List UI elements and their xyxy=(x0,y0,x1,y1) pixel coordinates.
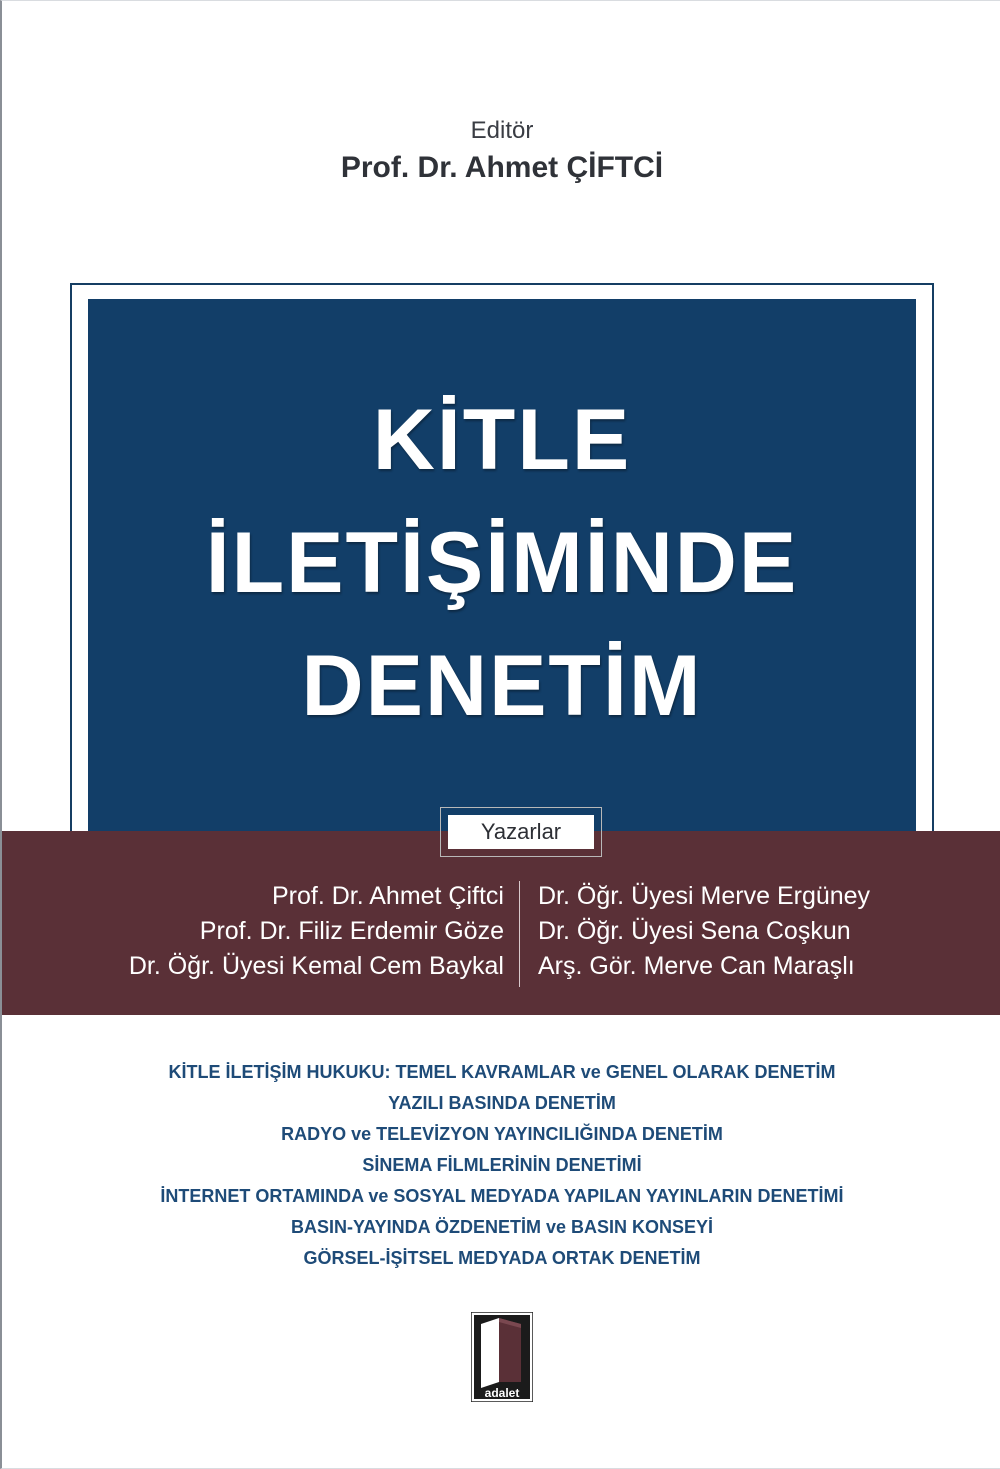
topic-item: SİNEMA FİLMLERİNİN DENETİMİ xyxy=(362,1155,642,1175)
topic-item: GÖRSEL-İŞİTSEL MEDYADA ORTAK DENETİM xyxy=(303,1248,701,1268)
topic-item: RADYO ve TELEVİZYON YAYINCILIĞINDA DENETİM xyxy=(281,1124,723,1144)
editor-name: Prof. Dr. Ahmet ÇİFTCİ xyxy=(340,151,664,184)
authors-label: Yazarlar xyxy=(448,815,594,849)
author-name: Dr. Öğr. Üyesi Merve Ergüney xyxy=(538,882,871,910)
authors-right-column xyxy=(538,879,978,984)
editor-label: Editör xyxy=(470,117,534,144)
author-name: Dr. Öğr. Üyesi Kemal Cem Baykal xyxy=(128,952,504,980)
topic-item: KİTLE İLETİŞİM HUKUKU: TEMEL KAVRAMLAR ve GENEL OLARAK DENETİM xyxy=(168,1062,836,1082)
author-name: Prof. Dr. Ahmet Çiftci xyxy=(271,882,504,910)
topic-item: İNTERNET ORTAMINDA ve SOSYAL MEDYADA YAPILAN YAYINLARIN DENETİMİ xyxy=(160,1186,844,1206)
author-name: Prof. Dr. Filiz Erdemir Göze xyxy=(199,917,504,945)
title-line-2: İLETİŞİMİNDE xyxy=(205,515,799,611)
topic-item: YAZILI BASINDA DENETİM xyxy=(388,1093,616,1113)
authors-left-column xyxy=(62,879,504,984)
topic-item: BASIN-YAYINDA ÖZDENETİM ve BASIN KONSEYİ xyxy=(290,1217,714,1237)
authors-divider xyxy=(519,881,520,987)
author-name: Dr. Öğr. Üyesi Sena Coşkun xyxy=(538,917,851,945)
author-name: Arş. Gör. Merve Can Maraşlı xyxy=(538,952,855,980)
publisher-name: adalet xyxy=(484,1386,520,1400)
topics-list xyxy=(2,1057,1000,1274)
title-panel xyxy=(88,299,916,839)
title-line-1: KİTLE xyxy=(372,392,632,488)
title-line-3: DENETİM xyxy=(301,638,703,734)
